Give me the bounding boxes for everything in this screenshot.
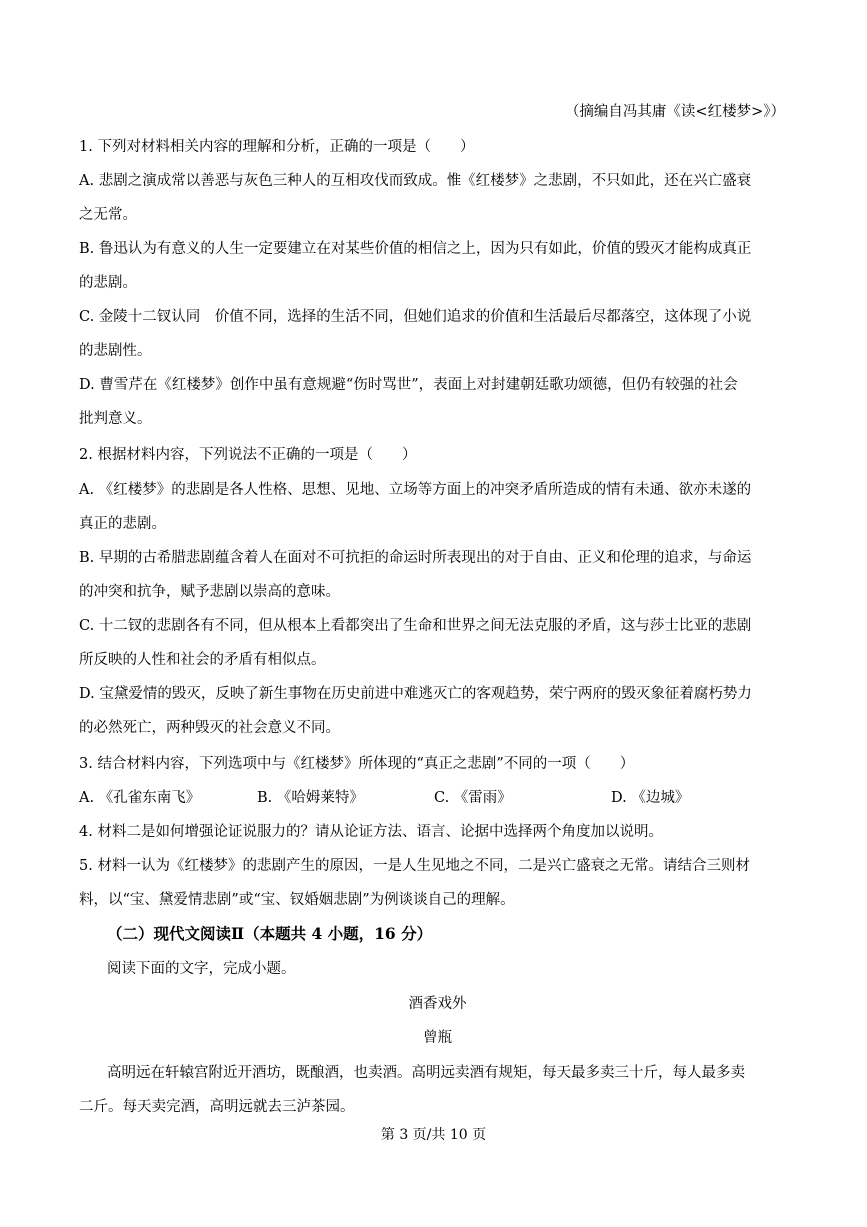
question-1-option-a: A. 悲剧之演成常以善恶与灰色三种人的互相攻伐而致成。惟《红楼梦》之悲剧，不只如此，还在兴亡盛衰 bbox=[79, 173, 752, 189]
question-2-option-a: A. 《红楼梦》的悲剧是各人性格、思想、见地、立场等方面上的冲突矛盾所造成的情有未通、欲亦未遂的 bbox=[79, 482, 752, 498]
question-2-option-b-cont: 的冲突和抗争，赋予悲剧以崇高的意味。 bbox=[79, 584, 340, 600]
question-1-option-d: D. 曹雪芹在《红楼梦》创作中虽有意规避“伤时骂世”，表面上对封建朝廷歌功颂德，但仍有较强的社会 bbox=[79, 377, 738, 393]
question-5-cont: 料，以“宝、黛爱情悲剧”或“宝、钗婚姻悲剧”为例谈谈自己的理解。 bbox=[79, 892, 515, 908]
story-author: 曾瓶 bbox=[423, 1030, 452, 1046]
question-2-option-c-cont: 所反映的人性和社会的矛盾有相似点。 bbox=[79, 652, 326, 668]
question-2-option-c: C. 十二钗的悲剧各有不同，但从根本上看都突出了生命和世界之间无法克服的矛盾，这与莎士比亚的悲剧 bbox=[79, 618, 752, 634]
question-1-option-b: B. 鲁迅认为有意义的人生一定要建立在对某些价值的相信之上，因为只有如此，价值的毁灭才能构成真正 bbox=[79, 241, 752, 257]
question-2-option-d: D. 宝黛爱情的毁灭，反映了新生事物在历史前进中难逃灭亡的客观趋势，荣宁两府的毁灭象征着腐朽势力 bbox=[79, 686, 752, 702]
question-1-option-c-cont: 的悲剧性。 bbox=[79, 343, 152, 359]
question-1-option-a-cont: 之无常。 bbox=[79, 207, 137, 223]
question-3-option-a: A. 《孔雀东南飞》 bbox=[79, 790, 201, 806]
question-2-stem: 2. 根据材料内容，下列说法不正确的一项是（ ） bbox=[79, 447, 417, 463]
page-footer: 第 3 页/共 10 页 bbox=[380, 1127, 487, 1143]
question-1-option-b-cont: 的悲剧。 bbox=[79, 275, 137, 291]
question-5: 5. 材料一认为《红楼梦》的悲剧产生的原因，一是人生见地之不同，二是兴亡盛衰之无常。请结合三则材 bbox=[79, 858, 750, 874]
question-3-stem: 3. 结合材料内容，下列选项中与《红楼梦》所体现的“真正之悲剧”不同的一项（ ） bbox=[79, 756, 635, 772]
question-2-option-d-cont: 的必然死亡，两种毁灭的社会意义不同。 bbox=[79, 720, 340, 736]
reading-instruction: 阅读下面的文字，完成小题。 bbox=[107, 961, 296, 977]
source-citation: （摘编自冯其庸《读<红楼梦>》） bbox=[564, 104, 785, 120]
story-title: 酒香戏外 bbox=[408, 996, 467, 1012]
section-heading: （二）现代文阅读Ⅱ（本题共 4 小题，16 分） bbox=[107, 924, 433, 943]
question-1-stem: 1. 下列对材料相关内容的理解和分析，正确的一项是（ ） bbox=[79, 139, 475, 155]
question-1-option-d-cont: 批判意义。 bbox=[79, 411, 152, 427]
question-3-option-c: C. 《雷雨》 bbox=[434, 790, 512, 806]
question-2-option-a-cont: 真正的悲剧。 bbox=[79, 516, 166, 532]
question-3-option-b: B. 《哈姆莱特》 bbox=[257, 790, 364, 806]
story-paragraph-1-cont: 二斤。每天卖完酒，高明远就去三泸茶园。 bbox=[79, 1099, 355, 1115]
question-4: 4. 材料二是如何增强论证说服力的？请从论证方法、语言、论据中选择两个角度加以说明。 bbox=[79, 824, 663, 840]
question-3-option-d: D. 《边城》 bbox=[611, 790, 690, 806]
question-2-option-b: B. 早期的古希腊悲剧蕴含着人在面对不可抗拒的命运时所表现出的对于自由、正义和伦理的追求，与命运 bbox=[79, 550, 752, 566]
question-1-option-c: C. 金陵十二钗认同 价值不同，选择的生活不同，但她们追求的价值和生活最后尽都落空，这体现了小说 bbox=[79, 309, 752, 325]
story-paragraph-1: 高明远在轩辕宫附近开酒坊，既酿酒，也卖酒。高明远卖酒有规矩，每天最多卖三十斤，每人最多卖 bbox=[107, 1065, 745, 1081]
